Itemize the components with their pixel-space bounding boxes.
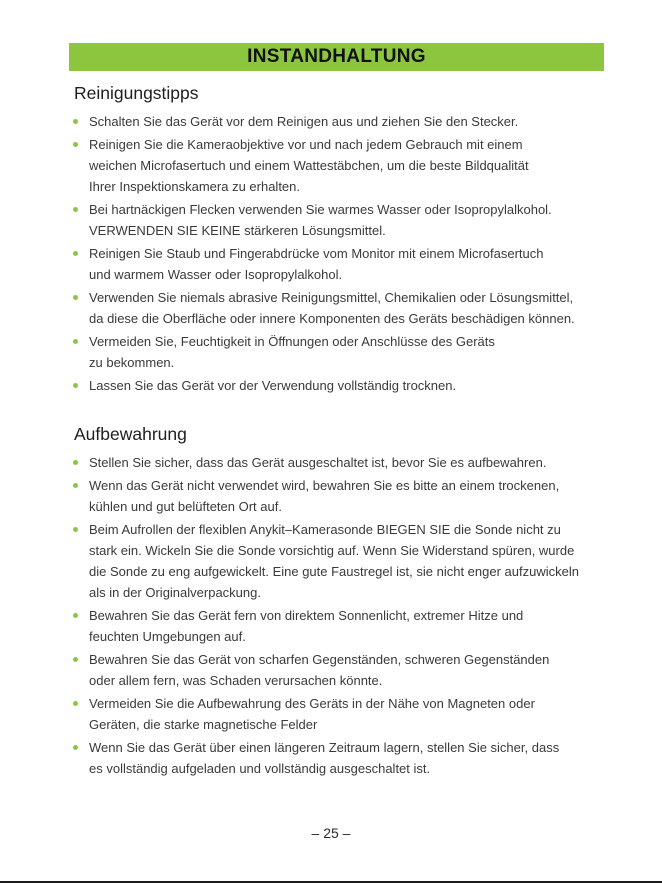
bullet-dot-icon [73, 142, 78, 147]
list-item-text-line: oder allem fern, was Schaden verursachen könnte. [89, 673, 383, 688]
bullet-dot-icon [73, 251, 78, 256]
list-item-text-line: Reinigen Sie die Kameraobjektive vor und nach jedem Gebrauch mit einem [89, 137, 523, 152]
list-item-text-line: es vollständig aufgeladen und vollständig ausgeschaltet ist. [89, 761, 431, 776]
list-item-text-line: da diese die Oberfläche oder innere Komponenten des Geräts beschädigen können. [89, 311, 575, 326]
list-item-text-line: weichen Microfasertuch und einem Wattestäbchen, um die beste Bildqualität [89, 158, 529, 173]
list-item [72, 375, 642, 396]
list-item [72, 519, 642, 603]
bullet-dot-icon [73, 701, 78, 706]
list-item-text-line: und warmem Wasser oder Isopropylalkohol. [89, 267, 343, 282]
bullet-dot-icon [73, 527, 78, 532]
list-item-text-line: Vermeiden Sie, Feuchtigkeit in Öffnungen oder Anschlüsse des Geräts [89, 334, 495, 349]
list-item-text-line: Vermeiden Sie die Aufbewahrung des Geräts in der Nähe von Magneten oder [89, 696, 535, 711]
list-item-text-line: Reinigen Sie Staub und Fingerabdrücke vom Monitor mit einem Microfasertuch [89, 246, 544, 261]
list-item [72, 452, 642, 473]
list-item-text-line: zu bekommen. [89, 355, 175, 370]
section-heading-storage: Aufbewahrung [74, 424, 187, 444]
cleaning-tips-list [72, 111, 642, 398]
list-item [72, 199, 642, 241]
bullet-dot-icon [73, 613, 78, 618]
list-item-text-line: Ihrer Inspektionskamera zu erhalten. [89, 179, 300, 194]
list-item-text-line: kühlen und gut belüfteten Ort auf. [89, 499, 282, 514]
list-item [72, 243, 642, 285]
list-item [72, 475, 642, 517]
bullet-dot-icon [73, 483, 78, 488]
list-item [72, 693, 642, 735]
list-item-text-line: Bewahren Sie das Gerät fern von direktem Sonnenlicht, extremer Hitze und [89, 608, 524, 623]
storage-tips-list [72, 452, 642, 781]
list-item-text-line: VERWENDEN SIE KEINE stärkeren Lösungsmittel. [89, 223, 386, 238]
list-item-text-line: Schalten Sie das Gerät vor dem Reinigen aus und ziehen Sie den Stecker. [89, 114, 519, 129]
list-item-text-line: als in der Originalverpackung. [89, 585, 261, 600]
list-item-text-line: Geräten, die starke magnetische Felder [89, 717, 318, 732]
page-title: INSTANDHALTUNG [247, 46, 426, 67]
bullet-dot-icon [73, 745, 78, 750]
bullet-dot-icon [73, 339, 78, 344]
list-item-text-line: Lassen Sie das Gerät vor der Verwendung vollständig trocknen. [89, 378, 457, 393]
bullet-dot-icon [73, 207, 78, 212]
list-item-text-line: die Sonde zu eng aufgewickelt. Eine gute Faustregel ist, sie nicht enger aufzuwickeln [89, 564, 579, 579]
list-item-text-line: Bei hartnäckigen Flecken verwenden Sie warmes Wasser oder Isopropylalkohol. [89, 202, 552, 217]
list-item [72, 111, 642, 132]
bullet-dot-icon [73, 119, 78, 124]
list-item [72, 737, 642, 779]
list-item [72, 331, 642, 373]
section-heading-cleaning: Reinigungstipps [74, 83, 199, 103]
bullet-dot-icon [73, 460, 78, 465]
list-item [72, 287, 642, 329]
list-item-text-line: Wenn das Gerät nicht verwendet wird, bewahren Sie es bitte an einem trockenen, [89, 478, 560, 493]
list-item [72, 649, 642, 691]
bullet-dot-icon [73, 383, 78, 388]
list-item [72, 134, 642, 197]
bullet-dot-icon [73, 657, 78, 662]
bullet-dot-icon [73, 295, 78, 300]
header-banner [69, 43, 604, 71]
list-item-text-line: feuchten Umgebungen auf. [89, 629, 246, 644]
list-item-text-line: stark ein. Wickeln Sie die Sonde vorsichtig auf. Wenn Sie Widerstand spüren, wurde [89, 543, 575, 558]
list-item-text-line: Verwenden Sie niemals abrasive Reinigungsmittel, Chemikalien oder Lösungsmittel, [89, 290, 574, 305]
list-item-text-line: Stellen Sie sicher, dass das Gerät ausgeschaltet ist, bevor Sie es aufbewahren. [89, 455, 547, 470]
list-item-text-line: Bewahren Sie das Gerät von scharfen Gegenständen, schweren Gegenständen [89, 652, 550, 667]
page-number: – 25 – [311, 825, 351, 841]
list-item-text-line: Wenn Sie das Gerät über einen längeren Zeitraum lagern, stellen Sie sicher, dass [89, 740, 560, 755]
list-item [72, 605, 642, 647]
list-item-text-line: Beim Aufrollen der flexiblen Anykit–Kamerasonde BIEGEN SIE die Sonde nicht zu [89, 522, 561, 537]
